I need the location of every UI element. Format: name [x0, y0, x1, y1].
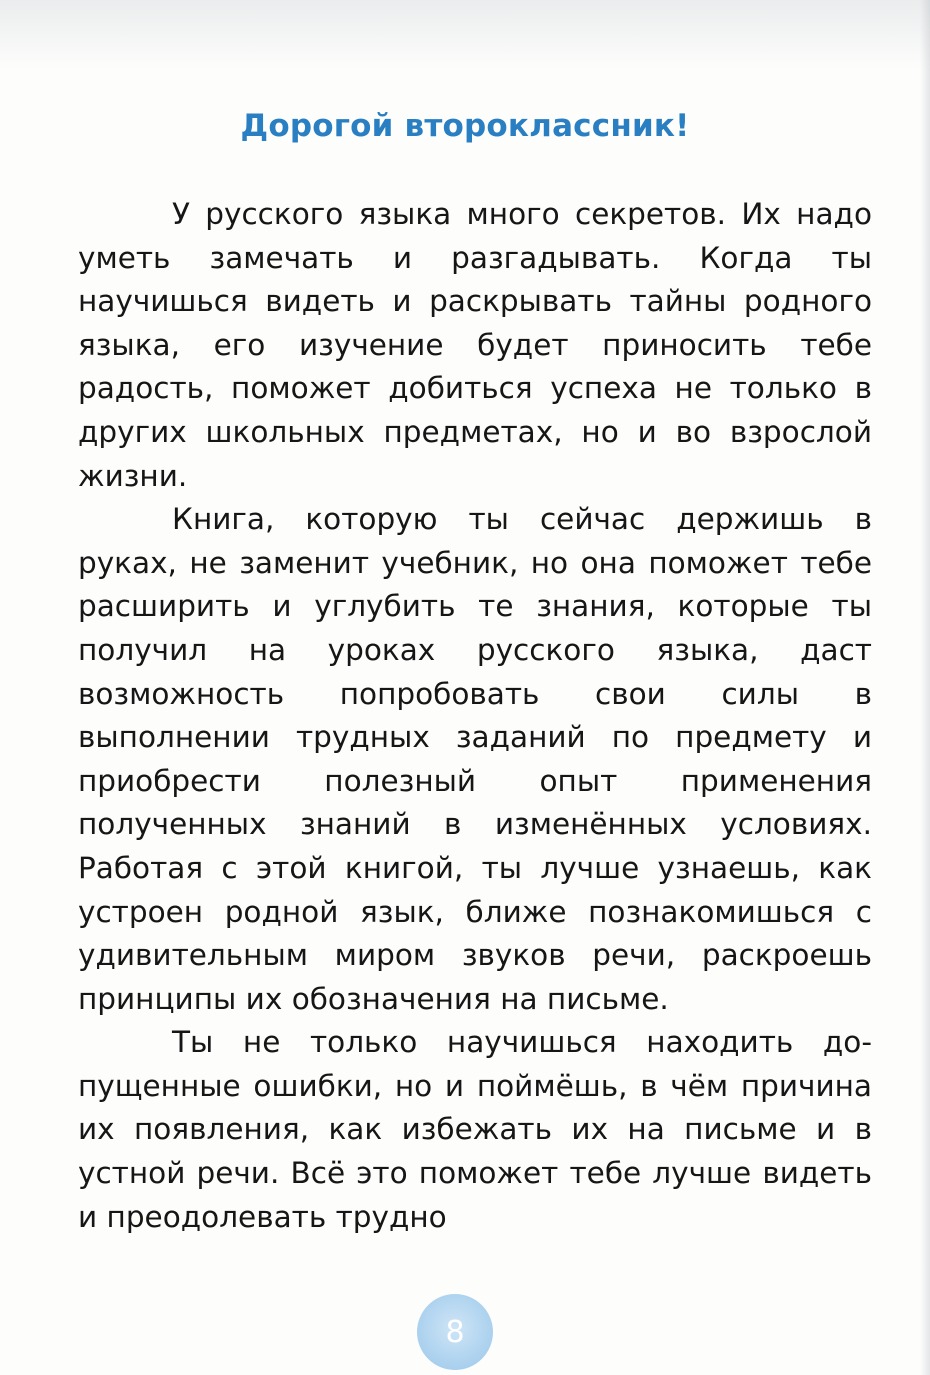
page-right-edge: [920, 0, 930, 1375]
page-title: Дорогой второклассник!: [240, 108, 690, 144]
page-number: 8: [445, 1314, 465, 1350]
page-number-badge: [417, 1294, 493, 1370]
paragraph-3: Ты не только научишься находить допущенные ошибки, но и поймёшь, в чём причина их появления, как избежать их на письме и в устной речи. Всё это поможет тебе лучше видеть и преодолевать трудно: [78, 1025, 872, 1234]
body-text: [78, 193, 872, 1239]
page-top-shadow: [0, 0, 930, 70]
paragraph-2: Книга, которую ты сейчас держишь в руках, не заменит учебник, но она поможет тебе расширить и углубить те знания, которые ты получил на уроках русского языка, даст возможность попробовать свои силы в выполнении трудных заданий по предмету и приобрести полезный опыт применения полученных знаний в изменённых условиях. Работая с этой книгой, ты лучше узнаешь, как устроен родной язык, ближе познакомишься с удивительным миром звуков речи, раскроешь принципы их обозначения на письме.: [78, 502, 872, 1016]
paragraph-1: У русского языка много секретов. Их надо уметь замечать и разгадывать. Когда ты научишься видеть и раскрывать тайны родного языка, его изучение будет приносить тебе радость, поможет добиться успеха не только в других школьных предметах, но и во взрослой жизни.: [78, 197, 872, 493]
